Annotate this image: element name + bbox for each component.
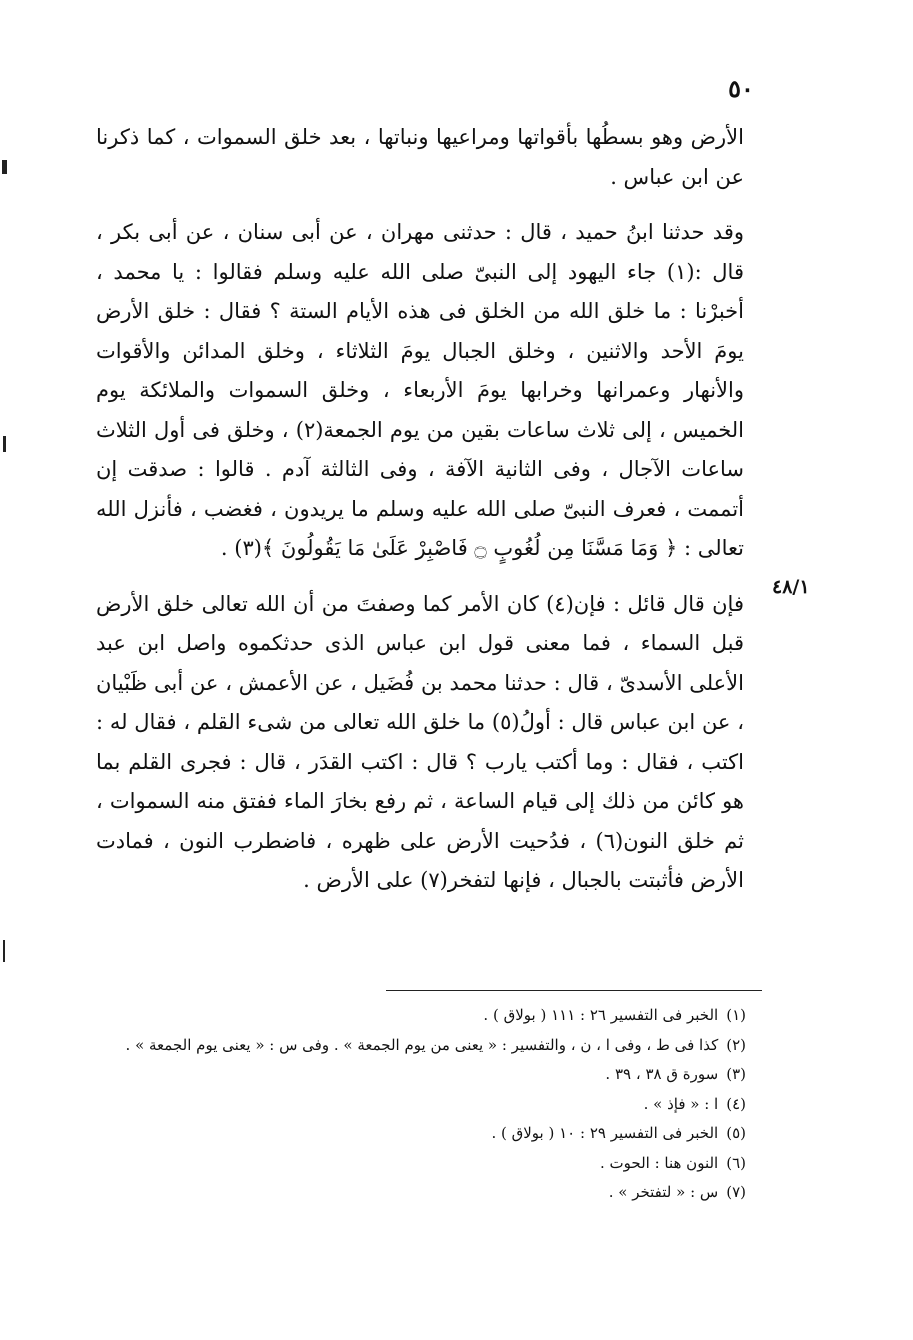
footnote-5	[96, 1119, 746, 1149]
footnote-text: سورة ق ٣٨ ، ٣٩ .	[605, 1065, 719, 1083]
main-text	[96, 118, 744, 901]
paragraph-2: وقد حدثنا ابنُ حميد ، قال : حدثنى مهران ، عن أبى سنان ، عن أبى بكر ، قال :(١) جاء اليهود إلى النبىّ صلى الله عليه وسلم فقالوا : يا محمد ، أخبرْنا : ما خلق الله من الخلق فى هذه الأيام الستة ؟ فقال : خلق الأرض يومَ الأحد والاثنين ، وخلق الجبال يومَ الثلاثاء ، وخلق المدائن والأقوات والأنهار وعمرانها وخرابها يومَ الأربعاء ، وخلق السموات والملائكة يوم الخميس ، إلى ثلاث ساعات بقين من يوم الجمعة(٢) ، وخلق فى أول الثلاث ساعات الآجال ، وفى الثانية الآفة ، وفى الثالثة آدم . قالوا : صدقت إن أتممت ، فعرف النبىّ صلى الله عليه وسلم ما يريدون ، فغضب ، فأنزل الله تعالى : ﴿ وَمَا مَسَّنَا مِن لُغُوبٍ ۝ فَاصْبِرْ عَلَىٰ مَا يَقُولُونَ ﴾(٣) .	[96, 220, 744, 560]
margin-reference: ٤٨/١	[772, 576, 810, 598]
paragraph-3: فإن قال قائل : فإن(٤) كان الأمر كما وصفتَ من أن الله تعالى خلق الأرض قبل السماء ، فما معنى قول ابن عباس الذى حدثكموه واصل ابن عبد الأعلى الأسدىّ ، قال : حدثنا محمد بن فُضَيل ، عن الأعمش ، عن أبى ظَبْيان ، عن ابن عباس قال : أولُ(٥) ما خلق الله تعالى من شىء القلم ، فقال له : اكتب ، فقال : وما أكتب يارب ؟ قال : اكتب القدَر ، قال : فجرى القلم بما هو كائن من ذلك إلى قيام الساعة ، ثم رفع بخارَ الماء ففتق منه السموات ، ثم خلق النون(٦) ، فدُحيت الأرض على ظهره ، فاضطرب النون ، فمادت الأرض فأثبتت بالجبال ، فإنها لتفخر(٧) على الأرض .	[96, 591, 744, 892]
footnote-number: (١)	[726, 1006, 746, 1024]
footnote-text: النون هنا : الحوت .	[599, 1153, 719, 1172]
scan-edge-mark	[2, 160, 7, 174]
footnote-text: الخبر فى التفسير ٢٦ : ١١١ ( بولاق ) .	[483, 1006, 719, 1024]
footnote-6	[96, 1149, 746, 1179]
footnotes	[96, 1001, 746, 1208]
footnote-number: (٢)	[726, 1035, 746, 1054]
paragraph-1: الأرض وهو بسطُها بأقواتها ومراعيها ونباتها ، بعد خلق السموات ، كما ذكرنا عن ابن عباس .	[96, 125, 744, 189]
footnote-3	[96, 1060, 746, 1090]
footnote-text: ا : « فإذ » .	[643, 1094, 719, 1113]
scan-edge-mark	[3, 436, 6, 452]
footnote-divider	[386, 990, 762, 991]
footnote-number: (٣)	[726, 1065, 746, 1083]
scan-edge-mark	[3, 940, 5, 962]
footnote-2	[96, 1031, 746, 1061]
footnote-number: (٥)	[726, 1124, 746, 1142]
footnote-number: (٦)	[726, 1153, 746, 1172]
footnote-1	[96, 1001, 746, 1031]
footnote-number: (٧)	[726, 1183, 746, 1201]
page-number: ٥٠	[728, 74, 754, 103]
footnote-4	[96, 1090, 746, 1120]
footnote-7	[96, 1178, 746, 1208]
footnote-text: كذا فى ط ، وفى ا ، ن ، والتفسير : « يعنى من يوم الجمعة » . وفى س : « يعنى يوم الجمعة » .	[125, 1035, 719, 1054]
footnote-number: (٤)	[726, 1094, 746, 1113]
footnote-text: س : « لتفتخر » .	[608, 1183, 719, 1201]
footnote-text: الخبر فى التفسير ٢٩ : ١٠ ( بولاق ) .	[491, 1124, 719, 1142]
